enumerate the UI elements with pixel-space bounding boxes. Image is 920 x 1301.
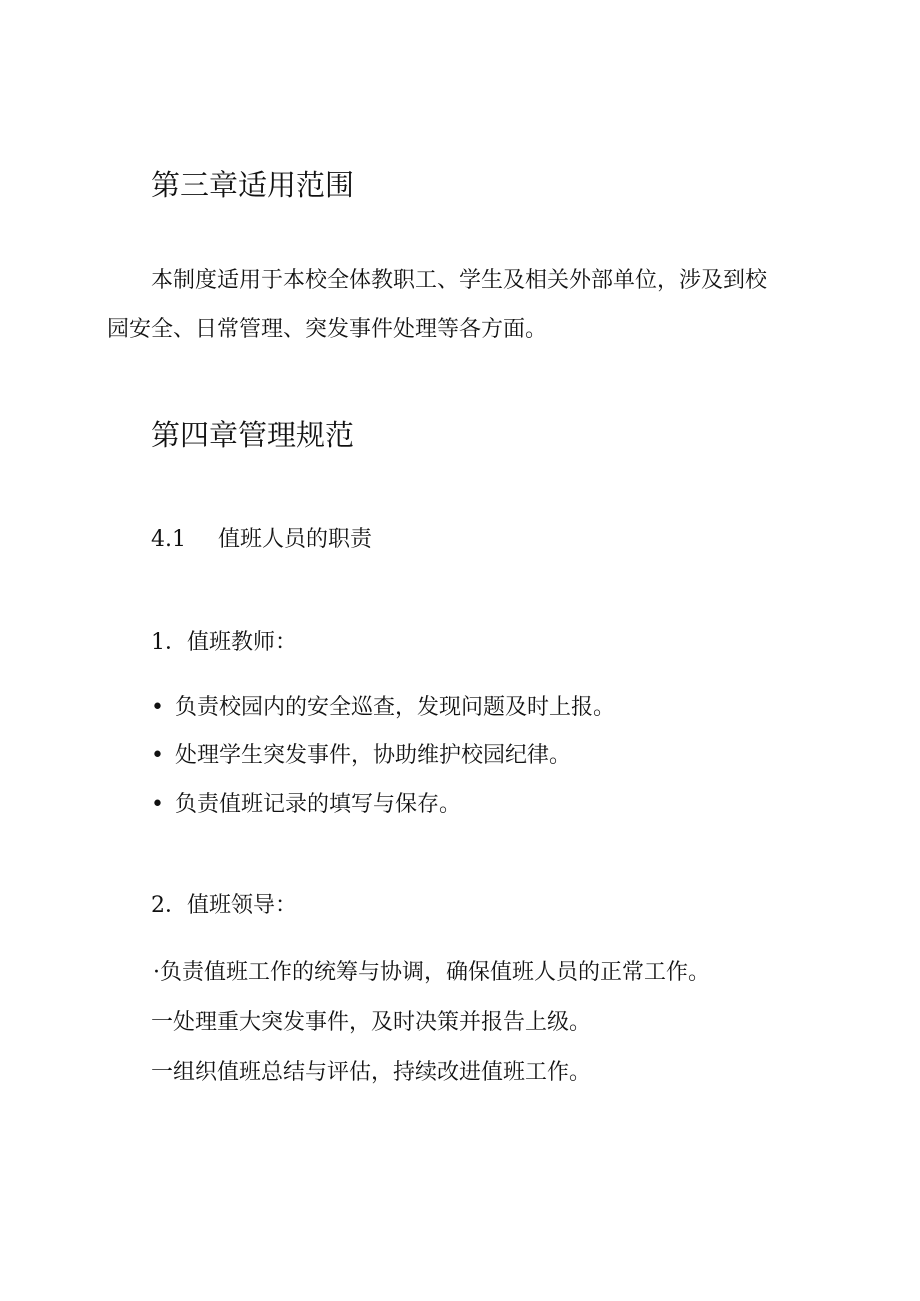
list-item xyxy=(151,745,571,767)
duty-teacher-heading: 1．值班教师： xyxy=(151,630,297,655)
list-item xyxy=(151,697,615,719)
list-item xyxy=(151,794,461,816)
chapter-4-title: 第四章管理规范 xyxy=(151,418,355,452)
section-title: 值班人员的职责 xyxy=(218,527,373,552)
section-number: 4.1 xyxy=(151,527,186,552)
list-item-text: 负责值班记录的填写与保存。 xyxy=(175,792,462,817)
list-item: 一处理重大突发事件，及时决策并报告上级。 xyxy=(151,1010,592,1035)
section-4-1-heading xyxy=(151,529,372,551)
list-item-text: 处理学生突发事件，协助维护校园纪律。 xyxy=(175,743,572,768)
chapter-3-title: 第三章适用范围 xyxy=(151,168,355,202)
chapter-3-paragraph-line-2: 园安全、日常管理、突发事件处理等各方面。 xyxy=(107,317,548,342)
list-item: ·负责值班工作的统筹与协调，确保值班人员的正常工作。 xyxy=(153,960,710,985)
duty-leader-heading: 2．值班领导： xyxy=(151,893,297,918)
bullet-icon: • xyxy=(151,695,164,720)
bullet-icon: • xyxy=(151,792,164,817)
chapter-3-paragraph-line-1: 本制度适用于本校全体教职工、学生及相关外部单位，涉及到校 xyxy=(151,268,768,293)
list-item-text: 负责校园内的安全巡查，发现问题及时上报。 xyxy=(175,695,616,720)
bullet-icon: • xyxy=(151,743,164,768)
list-item: 一组织值班总结与评估，持续改进值班工作。 xyxy=(151,1060,592,1085)
